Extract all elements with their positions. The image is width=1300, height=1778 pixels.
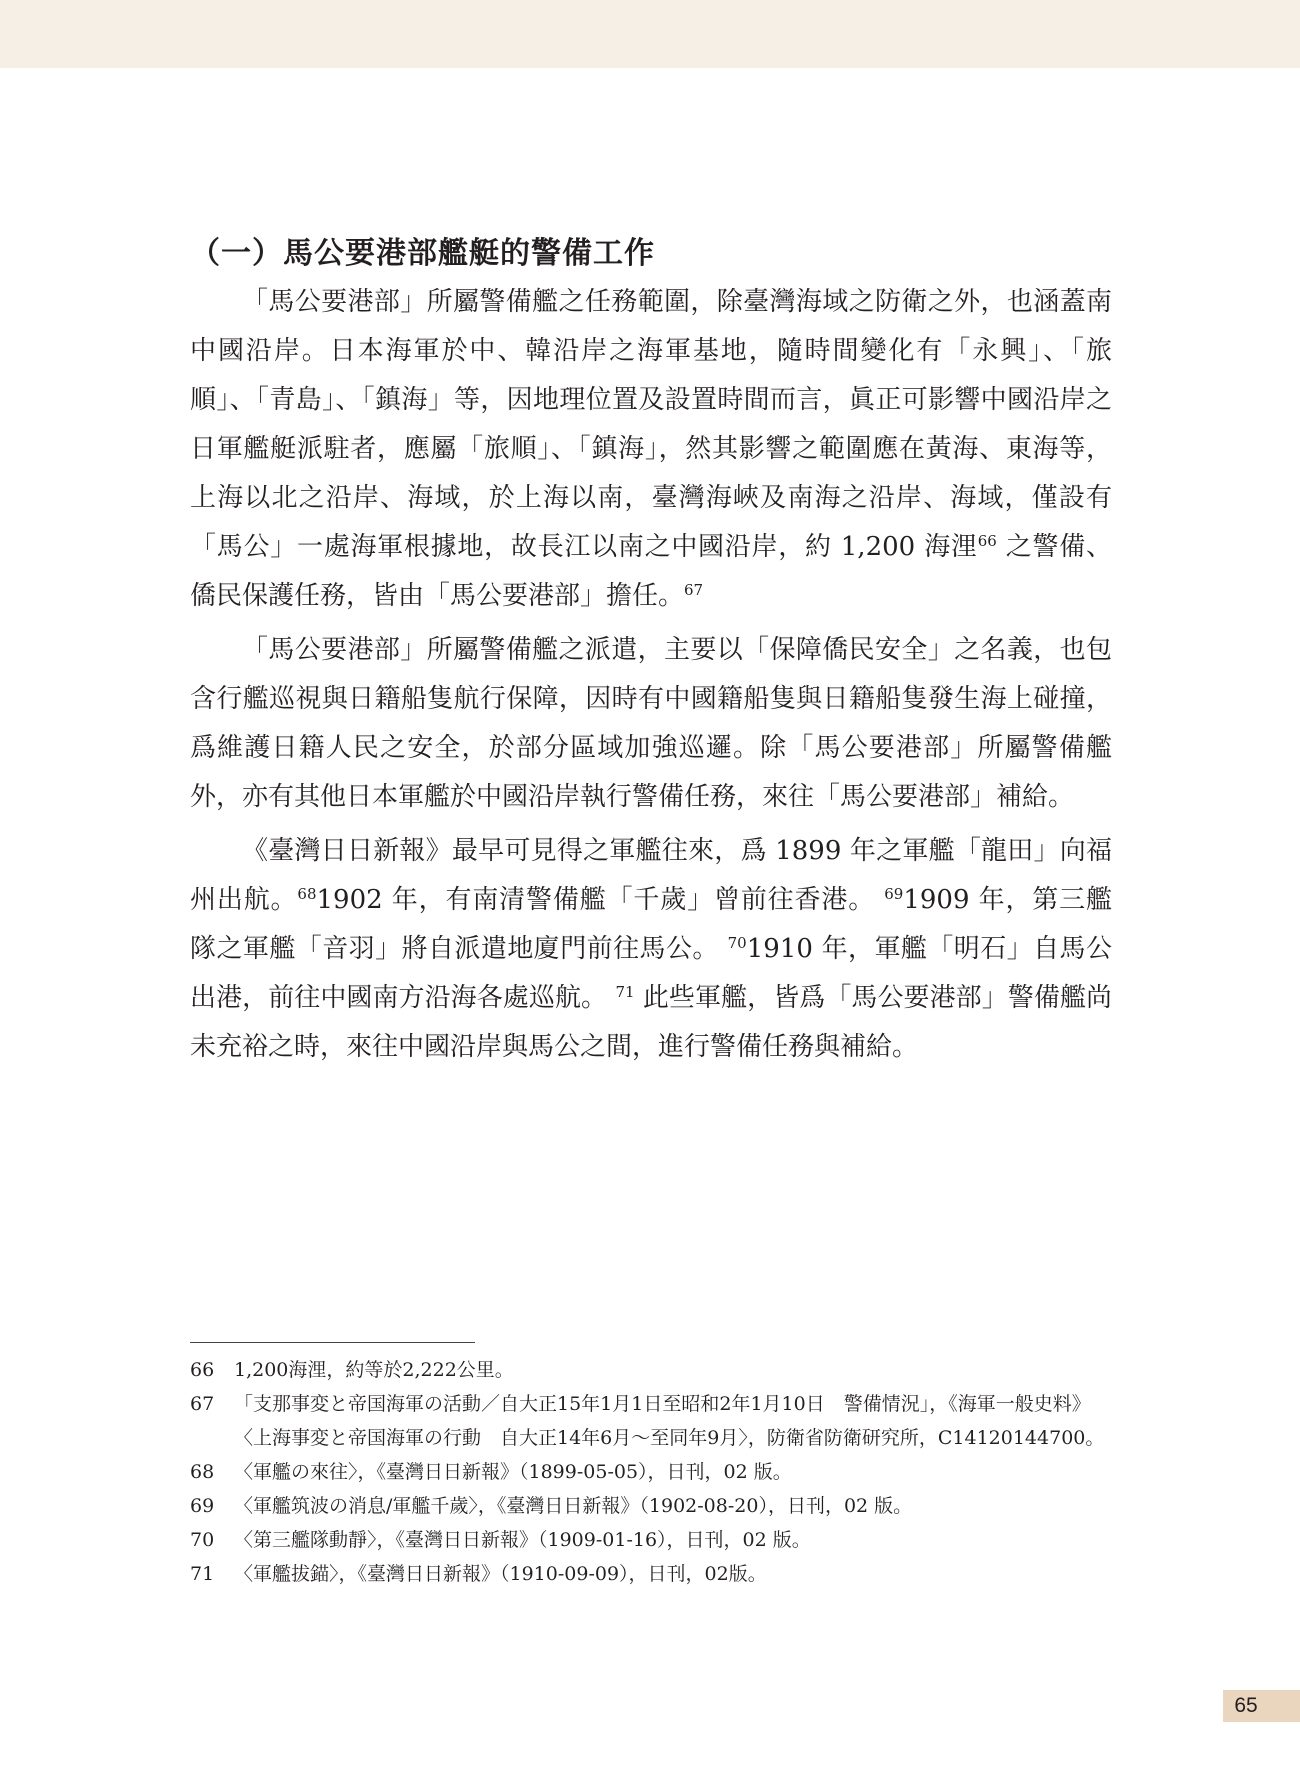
footnote-text: 〈軍艦筑波の消息/軍艦千歲〉，《臺灣日日新報》（1902-08-20），日刊，02 版。 <box>234 1495 913 1517</box>
footnote-ref-69[interactable]: 69 <box>884 885 904 903</box>
footnote-ref-71[interactable]: 71 <box>615 983 635 1001</box>
footnote-71 <box>190 1557 1112 1591</box>
footnote-ref-67[interactable]: 67 <box>684 581 704 599</box>
footnote-text: 「支那事変と帝国海軍の活動／自大正15年1月1日至昭和2年1月10日 警備情況」，《海軍一般史料》〈上海事変と帝国海軍の行動 自大正14年6月～至同年9月〉，防衛省防衛研究所，C14120144700。 <box>234 1393 1105 1449</box>
paragraph-1-text-a: 「馬公要港部」所屬警備艦之任務範圍，除臺灣海域之防衛之外，也涵蓋南中國沿岸。日本海軍於中、韓沿岸之海軍基地，隨時間變化有「永興」、「旅順」、「青島」、「鎮海」等，因地理位置及設置時間而言，眞正可影響中國沿岸之日軍艦艇派駐者，應屬「旅順」、「鎮海」，然其影響之範圍應在黃海、東海等，上海以北之沿岸、海域，於上海以南，臺灣海峽及南海之沿岸、海域，僅設有「馬公」一處海軍根據地，故長江以南之中國沿岸，約 1,200 海浬 <box>190 287 1112 562</box>
paragraph-3 <box>190 827 1112 1072</box>
paragraph-1-text-b: 之警備、僑民保護任務，皆由「馬公要港部」擔任。 <box>190 532 1113 611</box>
paragraph-3-text-a: 《臺灣日日新報》最早可見得之軍艦往來，爲 1899 年之軍艦「龍田」向福州出航。 <box>190 836 1112 915</box>
paragraph-3-text-c: 1909 年，第三艦隊之軍艦「音羽」將自派遣地廈門前往馬公。 <box>190 885 1112 964</box>
paragraph-3-text-d: 1910 年，軍艦「明石」自馬公出港，前往中國南方沿海各處巡航。 <box>190 934 1112 1013</box>
top-header-band <box>0 0 1300 68</box>
section-heading: （一）馬公要港部艦艇的警備工作 <box>190 236 655 271</box>
footnote-70 <box>190 1523 1112 1557</box>
footnote-ref-66[interactable]: 66 <box>977 532 997 550</box>
footnote-number: 66 <box>190 1359 215 1381</box>
paragraph-2: 「馬公要港部」所屬警備艦之派遣，主要以「保障僑民安全」之名義，也包含行艦巡視與日籍船隻航行保障，因時有中國籍船隻與日籍船隻發生海上碰撞，爲維護日籍人民之安全，於部分區域加強巡邏。除「馬公要港部」所屬警備艦外，亦有其他日本軍艦於中國沿岸執行警備任務，來往「馬公要港部」補給。 <box>190 635 1112 812</box>
footnote-number: 67 <box>190 1393 215 1415</box>
footnotes <box>190 1353 1112 1591</box>
footnote-ref-68[interactable]: 68 <box>297 885 317 903</box>
body-text <box>190 278 1112 1077</box>
paragraph-3-text-b: 1902 年，有南清警備艦「千歲」曾前往香港。 <box>316 885 876 915</box>
paragraph-3-text-e: 此些軍艦，皆爲「馬公要港部」警備艦尚未充裕之時，來往中國沿岸與馬公之間，進行警備任務與補給。 <box>190 983 1113 1062</box>
page-number: 65 <box>1234 1694 1258 1717</box>
footnote-text: 〈第三艦隊動靜〉，《臺灣日日新報》（1909-01-16），日刊，02 版。 <box>234 1529 811 1551</box>
footnote-number: 68 <box>190 1461 215 1483</box>
footnote-divider <box>190 1342 475 1343</box>
footnote-67 <box>190 1387 1112 1455</box>
footnote-text: 〈軍艦拔錨〉，《臺灣日日新報》（1910-09-09），日刊，02版。 <box>234 1563 767 1585</box>
paragraph-1 <box>190 278 1112 621</box>
footnote-66 <box>190 1353 1112 1387</box>
footnote-text: 〈軍艦の來往〉，《臺灣日日新報》（1899-05-05），日刊，02 版。 <box>234 1461 792 1483</box>
footnote-text: 1,200海浬，約等於2,222公里。 <box>234 1359 514 1381</box>
footnote-ref-70[interactable]: 70 <box>727 934 747 952</box>
footnote-69 <box>190 1489 1112 1523</box>
footnote-68 <box>190 1455 1112 1489</box>
footnote-number: 71 <box>190 1563 215 1585</box>
footnote-number: 70 <box>190 1529 215 1551</box>
footnote-number: 69 <box>190 1495 215 1517</box>
